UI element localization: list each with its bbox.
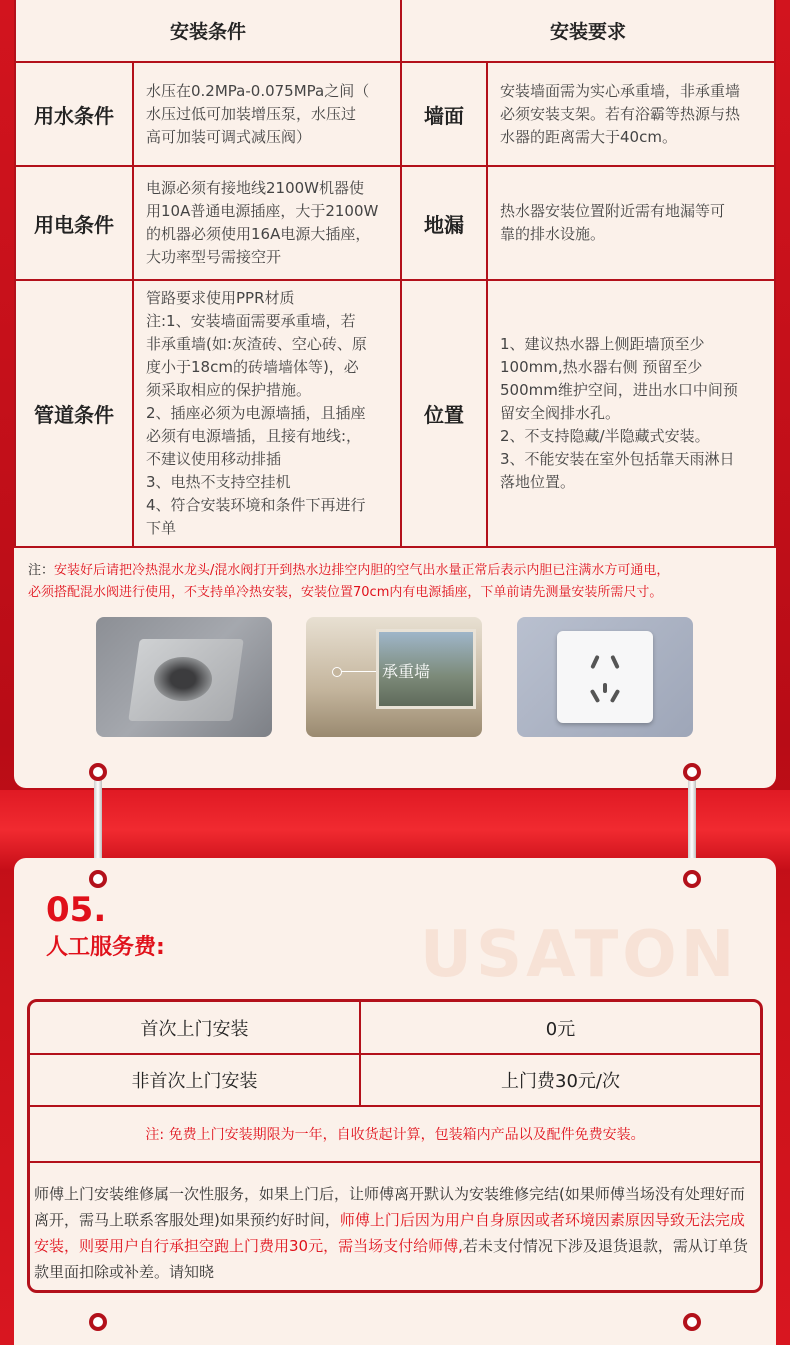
socket-slot — [610, 655, 620, 669]
fee-value: 0元 — [360, 1002, 760, 1054]
rope-ring — [683, 870, 701, 888]
rope-ring — [89, 870, 107, 888]
row-label-position: 位置 — [401, 280, 487, 547]
socket-icon — [557, 631, 653, 723]
row-text-power: 电源必须有接地线2100W机器使 用10A普通电源插座，大于2100W 的机器必须使用16A电源大插座， 大功率型号需接空开 — [133, 166, 401, 280]
terms-text-2: 若未支付情况下涉及退货退款，需从订单货款里面扣除或补差。请知晓 — [34, 1237, 748, 1281]
rope-ring — [89, 1313, 107, 1331]
section-title: 人工服务费: — [46, 935, 165, 960]
rope-ring — [683, 763, 701, 781]
socket-slot — [590, 655, 600, 669]
row-text-pipe: 管路要求使用PPR材质 注:1、安装墙面需要承重墙，若 非承重墙(如:灰渣砖、空心砖、原 度小于18cm的砖墙墙体等)，必 须采取相应的保护措施。 2、插座必须为电源墙插，且插座 必须有电源墙插，且接有地线:， 不建议使用移动排插 3、电热不支持空挂机 4、符合安装环境和条件下再进行 下单 — [133, 280, 401, 547]
fee-item: 首次上门安装 — [30, 1002, 360, 1054]
brand-watermark: USATON — [420, 918, 739, 992]
requirements-table — [14, 0, 776, 548]
note-text: 安装好后请把冷热混水龙头/混水阀打开到热水边排空内胆的空气出水量正常后表示内胆已注满水方可通电， 必须搭配混水阀进行使用，不支持单冷热安装，安装位置70cm内有电源插座，下单前请先测量安装所需尺寸。 — [28, 563, 670, 600]
table-row — [30, 1054, 760, 1106]
note-prefix: 注： — [28, 563, 55, 578]
drain-grate — [154, 657, 212, 701]
fee-item: 非首次上门安装 — [30, 1054, 360, 1106]
table-row — [15, 166, 775, 280]
row-label-power: 用电条件 — [15, 166, 133, 280]
row-label-water: 用水条件 — [15, 62, 133, 166]
rope-ring — [683, 1313, 701, 1331]
row-text-drain: 热水器安装位置附近需有地漏等可 靠的排水设施。 — [487, 166, 775, 280]
bearing-wall-photo — [306, 617, 482, 737]
table-row — [15, 62, 775, 166]
service-terms — [30, 1163, 760, 1285]
socket-slot — [610, 689, 620, 703]
service-fee-table — [30, 1002, 760, 1107]
section-number: 05. — [46, 890, 107, 930]
power-socket-photo — [517, 617, 693, 737]
terms-highlight: 师傅上门后因为用户自身原因或者环境因素原因导致无法完成安装，则要用户自行承担空跑上门费用30元，需当场支付给师傅, — [34, 1211, 745, 1255]
row-text-wall: 安装墙面需为实心承重墙，非承重墙 必须安装支架。若有浴霸等热源与热 水器的距离需大于40cm。 — [487, 62, 775, 166]
row-text-water: 水压在0.2MPa-0.075MPa之间（ 水压过低可加装增压泵，水压过 高可加装可调式减压阀） — [133, 62, 401, 166]
row-label-drain: 地漏 — [401, 166, 487, 280]
row-text-position: 1、建议热水器上侧距墙顶至少 100mm,热水器右侧 预留至少 500mm维护空间，进出水口中间预 留安全阀排水孔。 2、不支持隐藏/半隐藏式安装。 3、不能安装在室外包括靠天雨淋日 落地位置。 — [487, 280, 775, 547]
header-requirements: 安装要求 — [401, 0, 775, 62]
service-note: 注: 免费上门安装期限为一年，自收货起计算，包装箱内产品以及配件免费安装。 — [30, 1107, 760, 1163]
table-row — [15, 280, 775, 547]
row-label-wall: 墙面 — [401, 62, 487, 166]
terms-text: 师傅上门安装维修属一次性服务，如果上门后，让师傅离开默认为安装维修完结(如果师傅当场没有处理好而离开，需马上联系客服处理)如果预约好时间， — [34, 1185, 745, 1229]
fee-value: 上门费30元/次 — [360, 1054, 760, 1106]
rope-ring — [89, 763, 107, 781]
install-note — [28, 560, 768, 604]
socket-slot — [590, 689, 600, 703]
row-label-pipe: 管道条件 — [15, 280, 133, 547]
service-fee-box — [27, 999, 763, 1293]
table-row — [30, 1002, 760, 1054]
wall-label: 承重墙 — [336, 659, 482, 685]
socket-slot — [603, 683, 607, 693]
floor-drain-photo — [96, 617, 272, 737]
header-conditions: 安装条件 — [15, 0, 401, 62]
